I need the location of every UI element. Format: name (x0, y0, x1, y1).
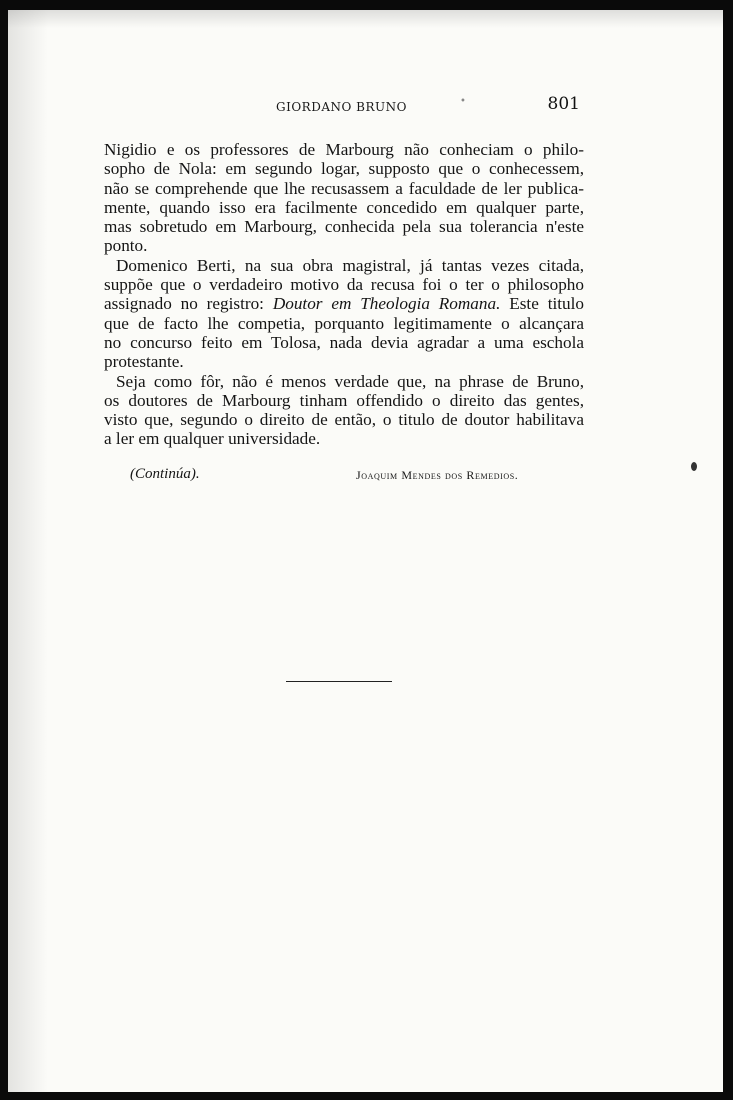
text-line: mente, quando isso era facilmente concedido em qualquer parte, (104, 197, 584, 217)
text-line: Nigidio e os professores de Marbourg não conheciam o philo- (104, 140, 584, 159)
text-line: os doutores de Marbourg tinham offendido o direito das gentes, (104, 390, 584, 410)
running-head (104, 94, 584, 120)
text-line: suppõe que o verdadeiro motivo da recusa foi o ter o philosopho (104, 275, 584, 295)
text-line: Domenico Berti, na sua obra magistral, já tantas vezes citada, (116, 255, 584, 275)
ornament-dot: • (460, 96, 466, 107)
text-line: protestante. (104, 352, 184, 372)
text-line: ponto. (104, 236, 148, 256)
page-number: 801 (547, 94, 580, 114)
text-line: a ler em qualquer universidade. (104, 429, 321, 449)
document-page (8, 10, 723, 1092)
text-segment: Este titulo (500, 294, 584, 314)
paragraph-3 (104, 372, 584, 449)
ink-spot (691, 462, 697, 471)
author-name: Joaquim Mendes dos Remedios. (356, 468, 519, 482)
scan-noise-left (8, 10, 48, 1092)
paragraph-1 (104, 140, 584, 256)
scan-noise-top (8, 10, 723, 28)
text-line: não se comprehende que lhe recusassem a faculdade de ler publica- (104, 178, 584, 198)
text-segment: assignado no registro: (104, 294, 273, 314)
text-line: Seja como fôr, não é menos verdade que, na phrase de Bruno, (116, 371, 584, 391)
text-line: mas sobretudo em Marbourg, conhecida pela sua tolerancia n'este (104, 217, 584, 237)
signature-line (130, 466, 570, 486)
paragraph-2 (104, 256, 584, 372)
italic-title: Doutor em Theologia Romana. (272, 294, 501, 314)
running-head-title: GIORDANO BRUNO (276, 100, 407, 114)
body-text (104, 140, 584, 449)
text-line: sopho de Nola: em segundo logar, supposto que o conhecessem, (104, 159, 584, 179)
section-rule (286, 681, 392, 682)
text-line: visto que, segundo o direito de então, o titulo de doutor habilitava (104, 410, 584, 430)
text-line-with-italic (104, 294, 584, 313)
text-line: que de facto lhe competia, porquanto legitimamente o alcançara (104, 313, 584, 333)
text-line: no concurso feito em Tolosa, nada devia agradar a uma eschola (104, 332, 584, 352)
continua-note: (Continúa). (130, 466, 200, 482)
